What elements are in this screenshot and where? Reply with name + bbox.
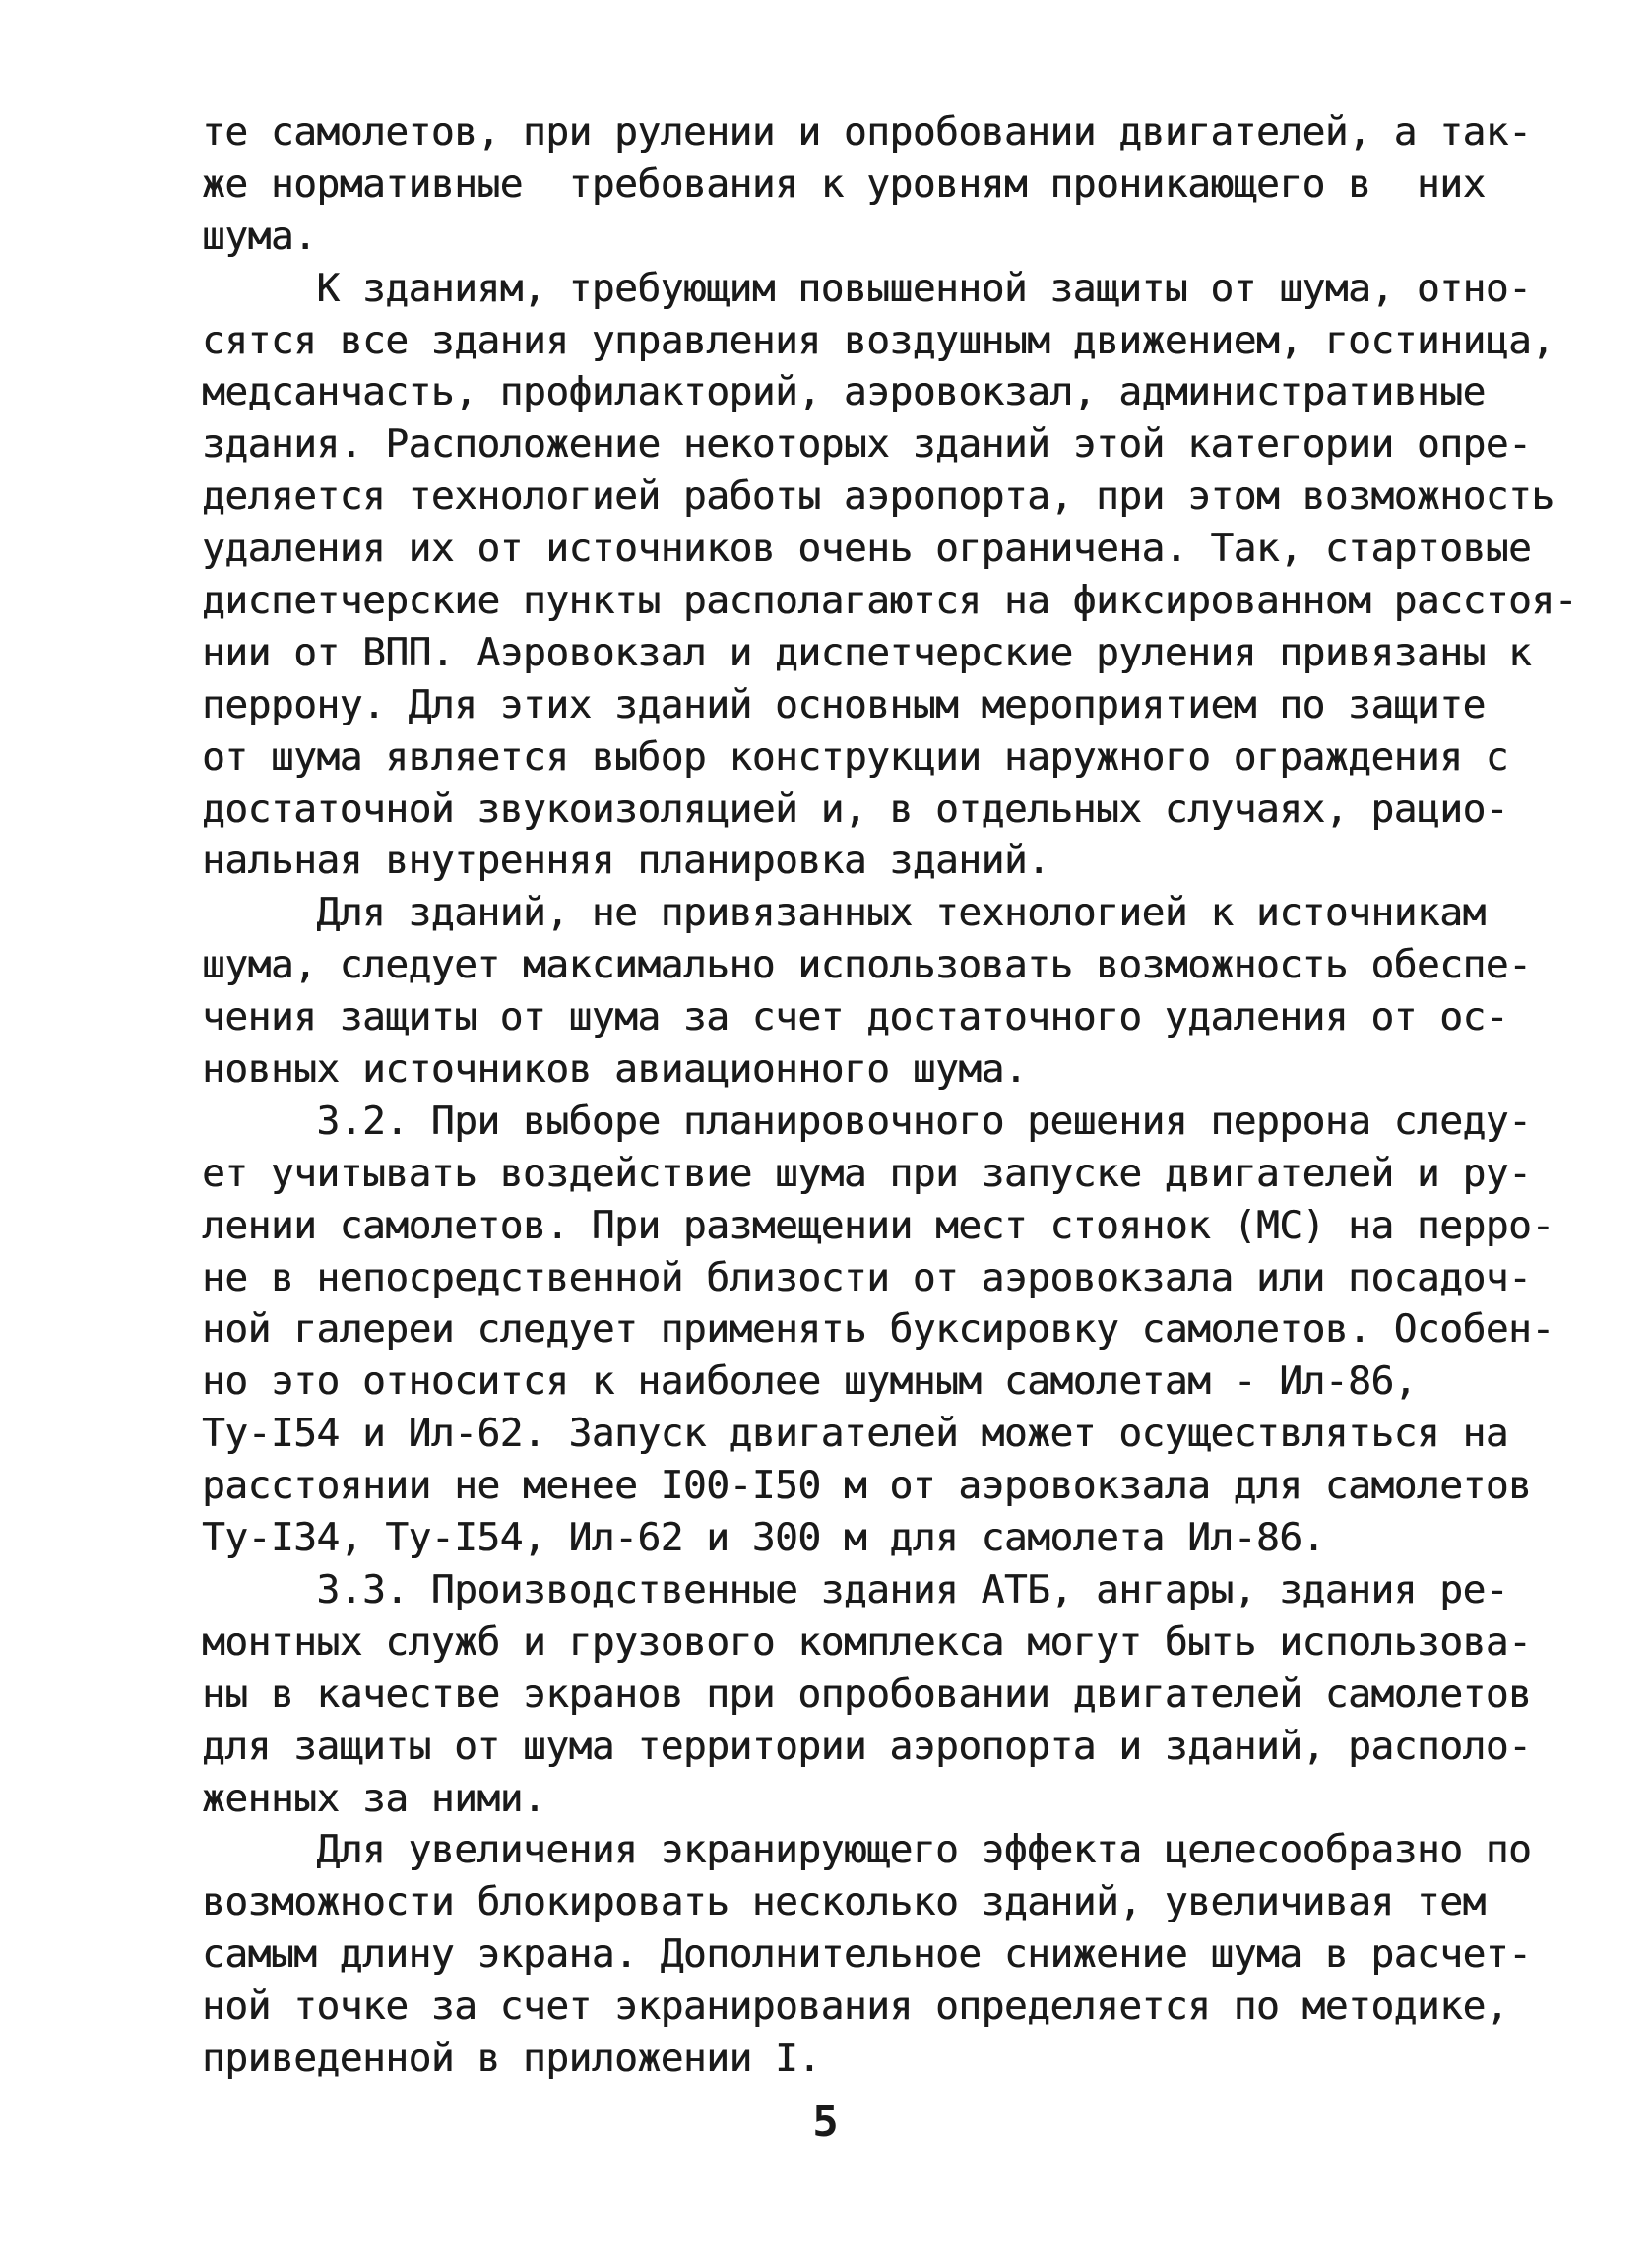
text-line: шума, следует максимально использовать возможность обеспе- [202, 942, 1532, 988]
text-line: диспетчерские пункты располагаются на фиксированном расстоя- [202, 578, 1577, 624]
text-line: новных источников авиационного шума. [202, 1046, 1028, 1093]
text-line: перрону. Для этих зданий основным мероприятием по защите [202, 681, 1486, 727]
text-line: же нормативные требования к уровням проникающего в них [202, 160, 1486, 207]
text-line: Ту-I54 и Ил-62. Запуск двигателей может осуществляться на [202, 1411, 1509, 1457]
text-line: возможности блокировать несколько зданий, увеличивая тем [202, 1879, 1486, 1925]
text-line: женных за ними. [202, 1775, 546, 1821]
text-line: шума. [202, 213, 317, 259]
text-line: 3.3. Производственные здания АТБ, ангары, здания ре- [202, 1566, 1509, 1612]
text-line: ны в качестве экранов при опробовании двигателей самолетов [202, 1670, 1532, 1717]
text-line: достаточной звукоизоляцией и, в отдельных случаях, рацио- [202, 786, 1509, 832]
text-line: ной галереи следует применять буксировку самолетов. Особен- [202, 1306, 1555, 1353]
text-line: здания. Расположение некоторых зданий этой категории опре- [202, 421, 1532, 468]
text-line: удаления их от источников очень ограничена. Так, стартовые [202, 526, 1532, 572]
text-line: для защиты от шума территории аэропорта и зданий, располо- [202, 1723, 1532, 1769]
text-line: 3.2. При выборе планировочного решения перрона следу- [202, 1098, 1532, 1144]
text-line: деляется технологией работы аэропорта, при этом возможность [202, 473, 1555, 520]
text-line: К зданиям, требующим повышенной защиты от шума, отно- [202, 265, 1532, 311]
text-line: самым длину экрана. Дополнительное снижение шума в расчет- [202, 1931, 1532, 1978]
text-line: ет учитывать воздействие шума при запуске двигателей и ру- [202, 1150, 1532, 1196]
text-line: лении самолетов. При размещении мест стоянок (МС) на перро- [202, 1202, 1555, 1248]
text-line: ной точке за счет экранирования определяется по методике, [202, 1984, 1509, 2030]
text-line: Для зданий, не привязанных технологией к источникам [202, 890, 1486, 936]
text-line: Ту-I34, Ту-I54, Ил-62 и 300 м для самолета Ил-86. [202, 1515, 1325, 1561]
text-line: чения защиты от шума за счет достаточного удаления от ос- [202, 994, 1509, 1040]
page-number: 5 [812, 2097, 839, 2147]
text-line: медсанчасть, профилакторий, аэровокзал, административные [202, 369, 1486, 415]
body-text [202, 106, 1577, 2085]
text-line: нальная внутренняя планировка зданий. [202, 838, 1050, 884]
text-line: от шума является выбор конструкции наружного ограждения с [202, 733, 1509, 780]
text-line: приведенной в приложении I. [202, 2035, 821, 2081]
text-line: расстоянии не менее I00-I50 м от аэровокзала для самолетов [202, 1463, 1532, 1509]
text-line: Для увеличения экранирующего эффекта целесообразно по [202, 1827, 1532, 1873]
text-line: не в непосредственной близости от аэровокзала или посадоч- [202, 1254, 1532, 1300]
text-line: сятся все здания управления воздушным движением, гостиница, [202, 317, 1555, 363]
text-line: монтных служб и грузового комплекса могут быть использова- [202, 1618, 1532, 1665]
text-line: те самолетов, при рулении и опробовании двигателей, а так- [202, 109, 1532, 155]
text-line: нии от ВПП. Аэровокзал и диспетчерские руления привязаны к [202, 629, 1532, 675]
text-line: но это относится к наиболее шумным самолетам - Ил-86, [202, 1358, 1417, 1405]
